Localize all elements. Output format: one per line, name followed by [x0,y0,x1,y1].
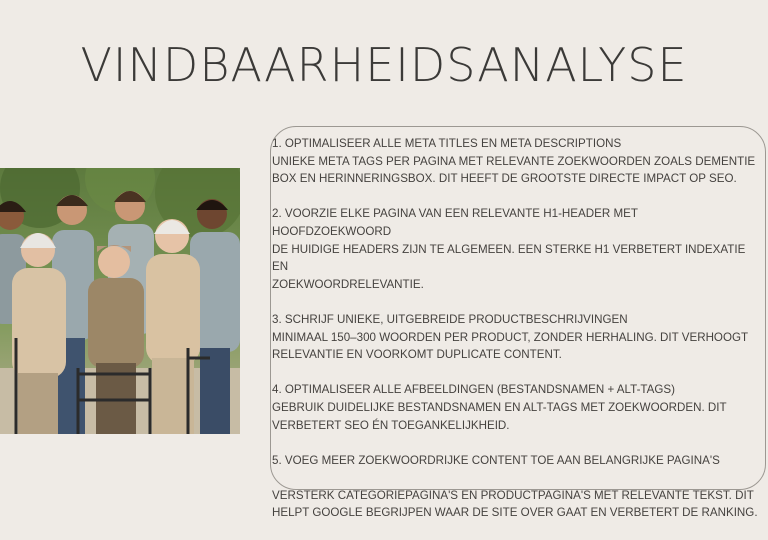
list-item [272,205,760,293]
list-item [272,135,760,188]
list-item [272,311,760,364]
item-body: DE HUIDIGE HEADERS ZIJN TE ALGEMEEN. EEN STERKE H1 VERBETERT INDEXATIE EN ZOEKWOORDRELEVANTIE. [272,242,746,291]
item-heading: 2. VOORZIE ELKE PAGINA VAN EEN RELEVANTE H1-HEADER MET HOOFDZOEKWOORD [272,207,638,238]
item-heading: 4. OPTIMALISEER ALLE AFBEELDINGEN (BESTANDSNAMEN + ALT-TAGS) [272,383,675,397]
item-heading: 1. OPTIMALISEER ALLE META TITLES EN META DESCRIPTIONS [272,137,622,150]
item-body: UNIEKE META TAGS PER PAGINA MET RELEVANTE ZOEKWOORDEN ZOALS DEMENTIE BOX EN HERINNERINGSBOX. DIT HEEFT DE GROOTSTE DIRECTE IMPACT OP SEO. [272,154,756,186]
item-heading: 5. VOEG MEER ZOEKWOORDRIJKE CONTENT TOE AAN BELANGRIJKE PAGINA'S [272,453,720,467]
item-body: GEBRUIK DUIDELIJKE BESTANDSNAMEN EN ALT-TAGS MET ZOEKWOORDEN. DIT VERBETERT SEO ÉN TOEGANKELIJKHEID. [272,400,727,432]
item-body: VERSTERK CATEGORIEPAGINA'S EN PRODUCTPAGINA'S MET RELEVANTE TEKST. DIT HELPT GOOGLE BEGRIJPEN WAAR DE SITE OVER GAAT EN VERBETERT DE RANKING. [272,488,758,520]
item-heading: 3. SCHRIJF UNIEKE, UITGEBREIDE PRODUCTBESCHRIJVINGEN [272,312,628,326]
recommendations-list [272,135,760,540]
list-item [272,381,760,434]
page-title: VINDBAARHEIDSANALYSE [80,38,688,92]
group-photo [0,168,240,434]
item-body: MINIMAAL 150–300 WOORDEN PER PRODUCT, ZONDER HERHALING. DIT VERHOOGT RELEVANTIE EN VOORKOMT DUPLICATE CONTENT. [272,330,749,362]
